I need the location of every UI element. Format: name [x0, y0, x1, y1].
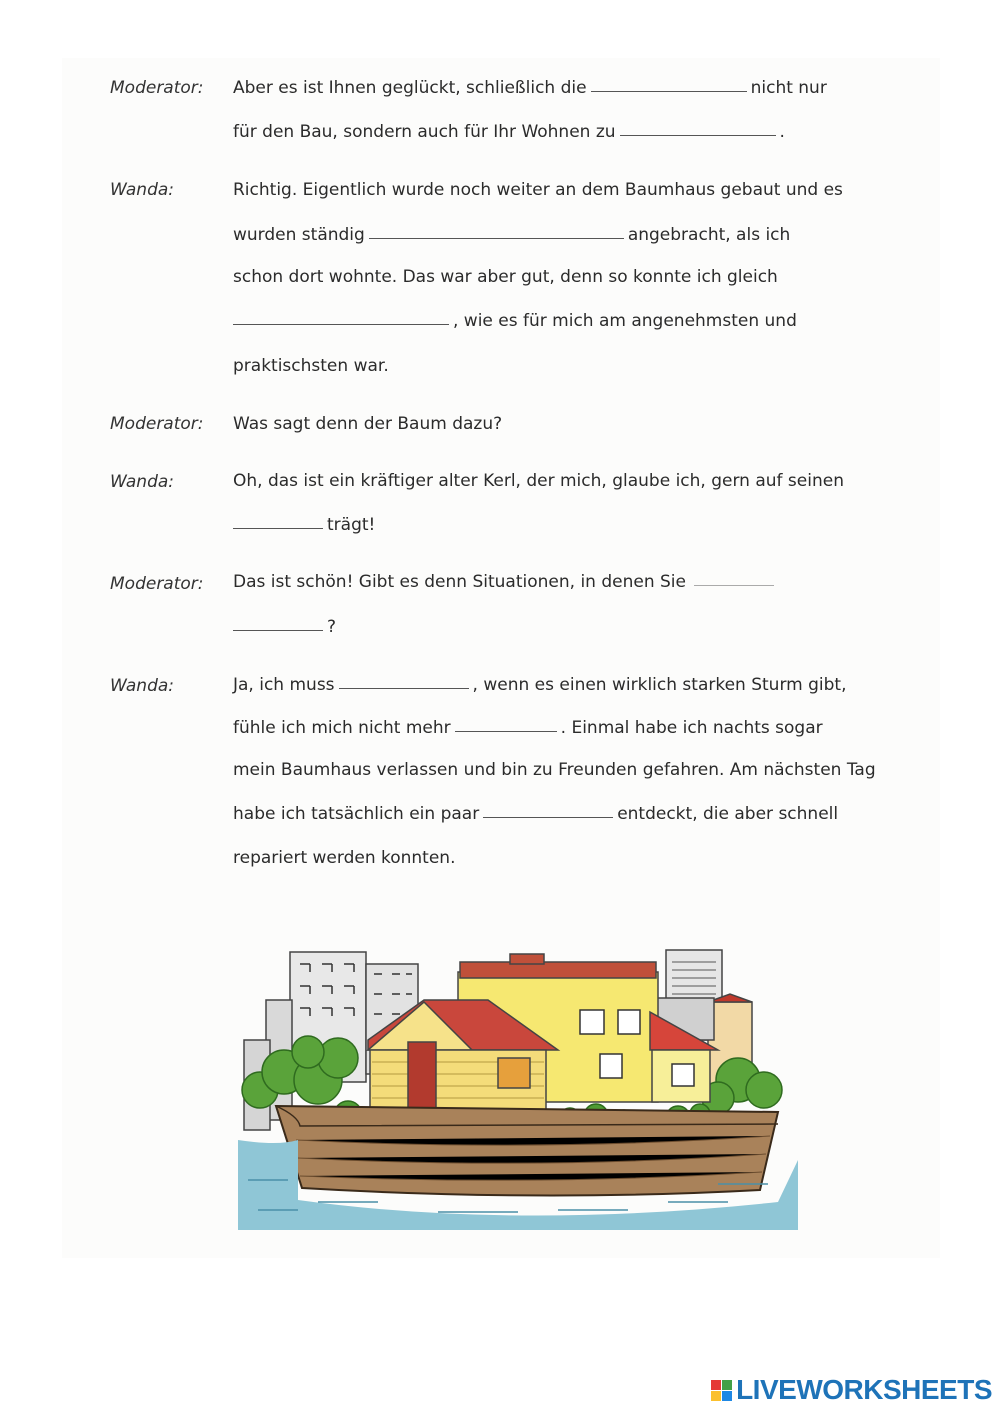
dialogue-line: schon dort wohnte. Das war aber gut, denn so konnte ich gleich [233, 267, 778, 287]
dialogue-line: repariert werden konnten. [233, 848, 456, 868]
speaker-label: Moderator: [110, 78, 204, 98]
dialogue-line: ? [233, 617, 336, 637]
logo-square [711, 1391, 721, 1401]
logo-square [722, 1380, 732, 1390]
speaker-label: Wanda: [110, 676, 175, 696]
blank-field[interactable] [233, 527, 323, 529]
blank-field[interactable] [233, 629, 323, 631]
dialogue-line: Ja, ich muss , wenn es einen wirklich starken Sturm gibt, [233, 675, 847, 695]
logo-square [711, 1380, 721, 1390]
dialogue-line: Richtig. Eigentlich wurde noch weiter an dem Baumhaus gebaut und es [233, 180, 843, 200]
blank-field[interactable] [620, 134, 776, 136]
dialogue-line: Was sagt denn der Baum dazu? [233, 414, 503, 434]
dialogue-line: Aber es ist Ihnen geglückt, schließlich die nicht nur [233, 78, 827, 98]
dialogue-line: für den Bau, sondern auch für Ihr Wohnen zu . [233, 122, 785, 142]
dialogue-line: Das ist schön! Gibt es denn Situationen, in denen Sie [233, 572, 778, 592]
logo-square [722, 1391, 732, 1401]
dialogue-line: mein Baumhaus verlassen und bin zu Freunden gefahren. Am nächsten Tag [233, 760, 876, 780]
dialogue-line: praktischsten war. [233, 356, 389, 376]
blank-field[interactable] [483, 816, 613, 818]
liveworksheets-logo[interactable] [711, 1375, 992, 1405]
blank-field[interactable] [233, 323, 449, 325]
speaker-label: Moderator: [110, 574, 204, 594]
blank-field[interactable] [339, 687, 469, 689]
blank-field[interactable] [455, 730, 557, 732]
houseboat-illustration [238, 940, 798, 1230]
dialogue-line: , wie es für mich am angenehmsten und [233, 311, 797, 331]
speaker-label: Wanda: [110, 472, 175, 492]
logo-text: LIVEWORKSHEETS [736, 1374, 992, 1405]
blank-field[interactable] [694, 584, 774, 586]
blank-field[interactable] [591, 90, 747, 92]
dialogue-line: trägt! [233, 515, 375, 535]
blank-field[interactable] [369, 237, 624, 239]
dialogue-line: fühle ich mich nicht mehr . Einmal habe ich nachts sogar [233, 718, 823, 738]
speaker-label: Moderator: [110, 414, 204, 434]
dialogue-line: habe ich tatsächlich ein paar entdeckt, die aber schnell [233, 804, 839, 824]
logo-mark-icon [711, 1380, 732, 1401]
dialogue-line: wurden ständig angebracht, als ich [233, 225, 791, 245]
dialogue-line: Oh, das ist ein kräftiger alter Kerl, der mich, glaube ich, gern auf seinen [233, 471, 844, 491]
speaker-label: Wanda: [110, 180, 175, 200]
